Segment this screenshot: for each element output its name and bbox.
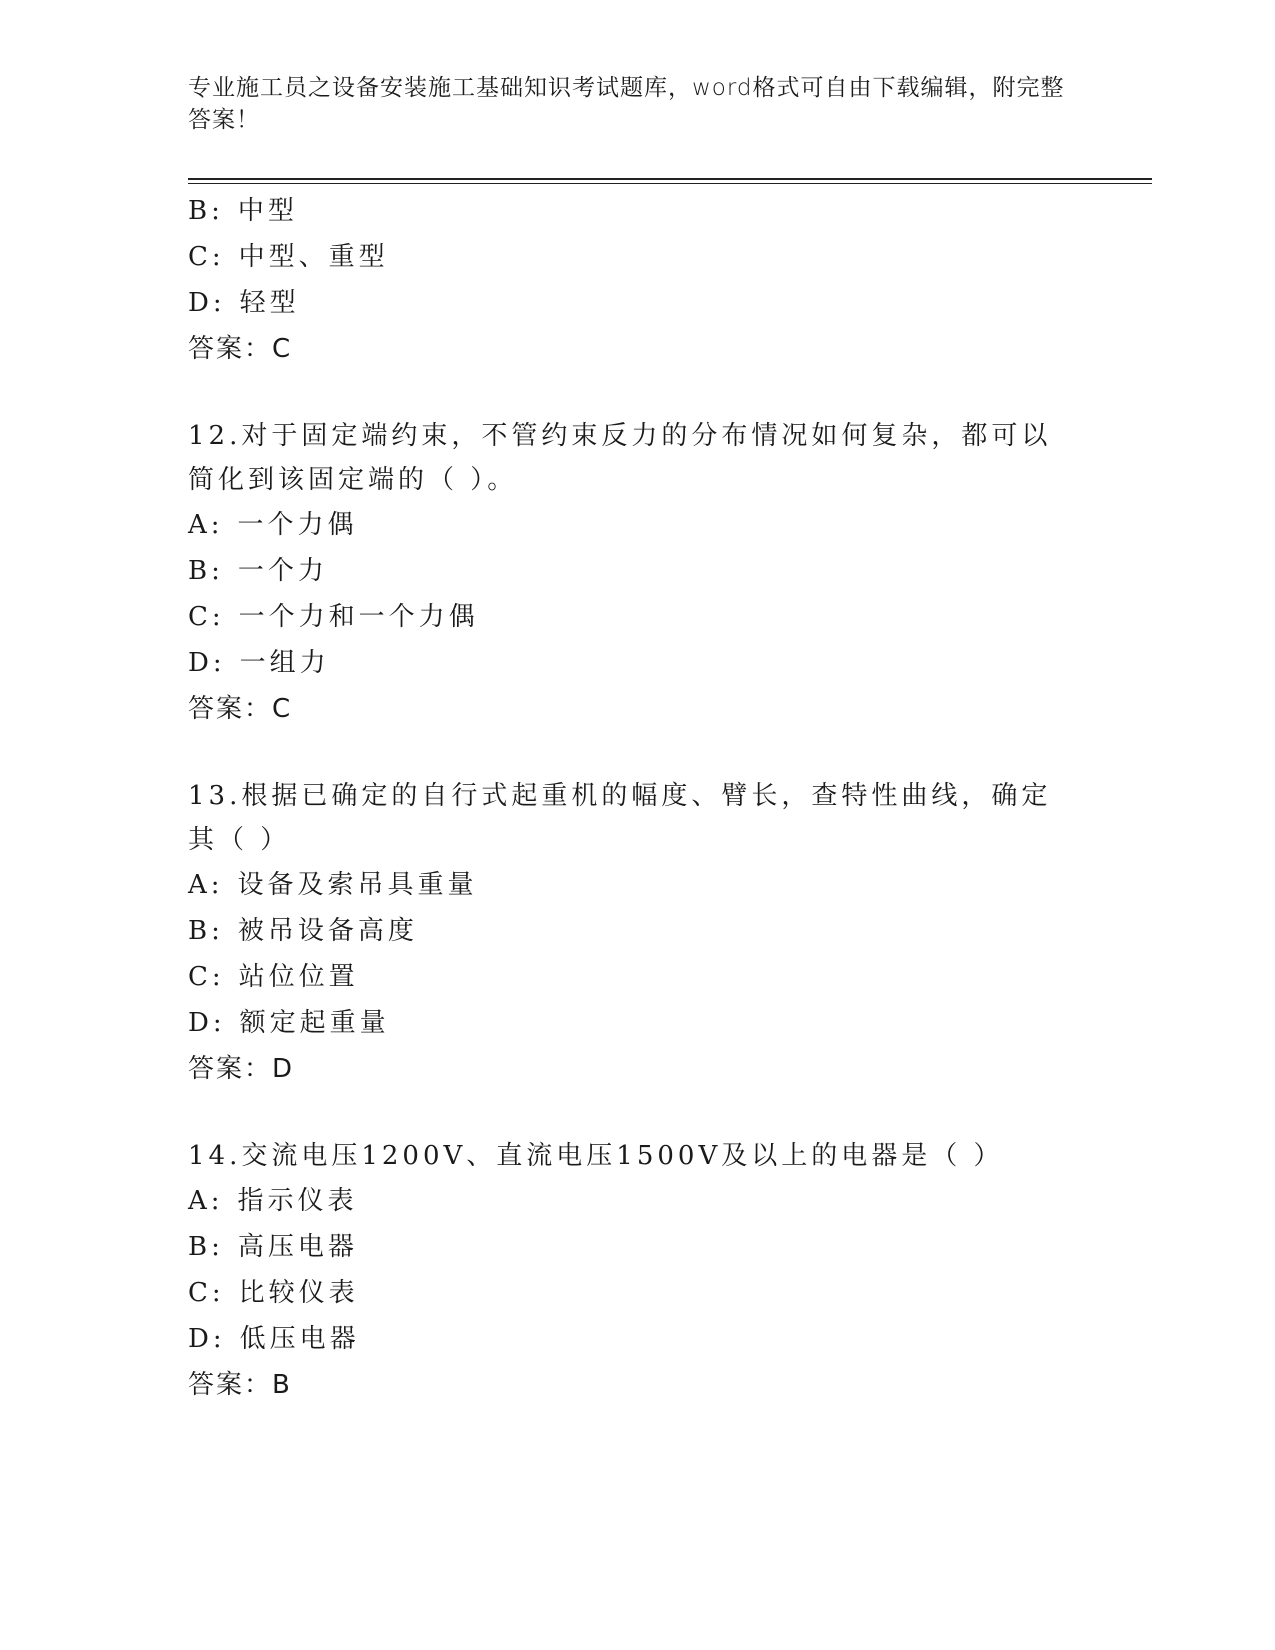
answer: 答案：C (188, 334, 293, 364)
question-stem: 13.根据已确定的自行式起重机的幅度、臂长，查特性曲线，确定其（ ） (188, 781, 1052, 855)
answer: 答案：B (188, 1370, 292, 1400)
question-14 (188, 1134, 1088, 1408)
header-rule-thin (188, 183, 1152, 184)
option-b: B: 高压电器 (188, 1232, 358, 1262)
option-b: B: 中型 (188, 196, 298, 226)
answer: 答案：C (188, 694, 293, 724)
question-12 (188, 414, 1088, 732)
option-d: D: 一组力 (188, 648, 330, 678)
question-13 (188, 774, 1088, 1092)
question-11-partial (188, 188, 1088, 372)
question-stem: 12.对于固定端约束，不管约束反力的分布情况如何复杂，都可以简化到该固定端的（ ）。 (188, 421, 1052, 495)
option-b: B: 一个力 (188, 556, 328, 586)
option-c: C: 比较仪表 (188, 1278, 359, 1308)
option-d: D: 额定起重量 (188, 1008, 390, 1038)
question-stem: 14.交流电压1200V、直流电压1500V及以上的电器是（ ） (188, 1141, 1004, 1171)
option-d: D: 低压电器 (188, 1324, 360, 1354)
option-a: A: 指示仪表 (188, 1186, 358, 1216)
answer: 答案：D (188, 1054, 295, 1084)
option-c: C: 中型、重型 (188, 242, 389, 272)
option-a: A: 一个力偶 (188, 510, 358, 540)
option-b: B: 被吊设备高度 (188, 916, 418, 946)
option-c: C: 一个力和一个力偶 (188, 602, 479, 632)
page-header: 专业施工员之设备安装施工基础知识考试题库，word格式可自由下载编辑，附完整答案！ (188, 75, 1065, 133)
question-list (188, 188, 1088, 1450)
option-a: A: 设备及索吊具重量 (188, 870, 478, 900)
option-d: D: 轻型 (188, 288, 300, 318)
option-c: C: 站位位置 (188, 962, 359, 992)
header-rule-thick (188, 178, 1152, 180)
